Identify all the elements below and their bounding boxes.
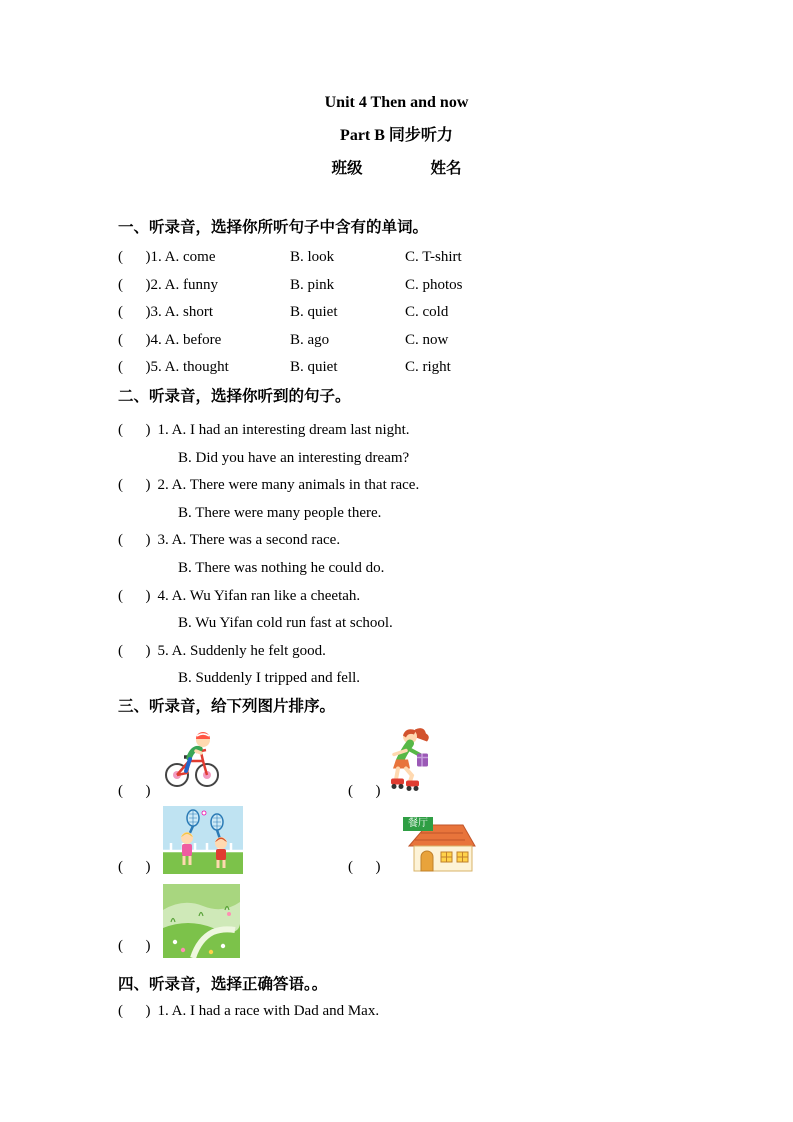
option-b: B. There was nothing he could do. (178, 559, 385, 576)
option-c: C. cold (405, 304, 449, 320)
section2-heading: 二、听录音，选择你听到的句子。 (118, 388, 351, 405)
answer-blank: ( ) (118, 422, 151, 438)
word-choice-row (118, 354, 598, 382)
option-a: 2. A. funny (150, 276, 218, 293)
option-a: 4. A. before (150, 331, 222, 348)
word-choice-row (118, 272, 598, 300)
section4-heading: 四、听录音，选择正确答语。。 (118, 976, 328, 993)
option-a: 5. A. thought (150, 359, 229, 375)
roller-skating-girl-image (383, 724, 439, 791)
option-a: 3. A. short (150, 304, 214, 320)
option-b: B. quiet (290, 304, 338, 320)
cycling-kid-image (163, 727, 221, 789)
sentence-choice-item (118, 638, 718, 693)
answer-blank: ( ) (348, 859, 381, 875)
answer-blank: ( ) (118, 249, 151, 265)
answer-blank: ( ) (118, 642, 151, 659)
option-b: B. Suddenly I tripped and fell. (178, 670, 361, 687)
answer-blank: ( ) (118, 587, 151, 604)
option-a: 2. A. There were many animals in that race. (157, 477, 420, 494)
answer-blank: ( ) (118, 359, 151, 375)
sentence-choice-item (118, 583, 718, 638)
answer-blank: ( ) (118, 532, 151, 549)
sentence-choice-item (118, 472, 718, 527)
section1-heading: 一、听录音，选择你所听句子中含有的单词。 (118, 219, 429, 236)
answer-blank: ( ) (118, 783, 151, 799)
sentence-choice-item (118, 417, 718, 472)
answer-blank: ( ) (118, 331, 151, 348)
green-field-image (163, 884, 240, 958)
option-a: 5. A. Suddenly he felt good. (157, 642, 326, 659)
answer-blank: ( ) (118, 276, 151, 293)
section1-word-choices (118, 244, 598, 382)
option-a: 1. A. come (150, 249, 216, 265)
restaurant-house-image (399, 816, 478, 873)
option-b: B. look (290, 249, 335, 265)
option-b: B. pink (290, 276, 335, 293)
name-label: 姓名 (430, 160, 462, 177)
option-b: B. ago (290, 331, 330, 348)
answer-blank: ( ) (118, 859, 151, 875)
section3-heading: 三、听录音，给下列图片排序。 (118, 698, 336, 715)
class-name-row (0, 156, 793, 178)
option-c: C. T-shirt (405, 249, 462, 265)
word-choice-row (118, 299, 598, 327)
worksheet-subtitle: Part B 同步听力 (340, 127, 453, 144)
answer-blank: ( ) (348, 783, 381, 799)
answer-blank: ( ) (118, 938, 151, 954)
badminton-kids-image (163, 806, 243, 874)
class-label: 班级 (331, 160, 363, 177)
option-a: 1. A. I had a race with Dad and Max. (157, 1003, 380, 1019)
restaurant-sign: 餐厅 (403, 817, 433, 831)
option-c: C. right (405, 359, 451, 375)
answer-blank: ( ) (118, 304, 151, 320)
option-b: B. There were many people there. (178, 504, 382, 521)
answer-blank: ( ) (118, 477, 151, 494)
option-a: 3. A. There was a second race. (157, 532, 341, 549)
option-b: B. Wu Yifan cold run fast at school. (178, 615, 393, 632)
option-a: 4. A. Wu Yifan ran like a cheetah. (157, 587, 361, 604)
worksheet-title: Unit 4 Then and now (324, 94, 469, 111)
sentence-choice-item (118, 527, 718, 582)
answer-blank: ( ) (118, 1003, 151, 1019)
section2-sentence-choices (118, 417, 718, 693)
option-b: B. Did you have an interesting dream? (178, 449, 410, 466)
word-choice-row (118, 244, 598, 272)
option-c: C. photos (405, 276, 463, 293)
word-choice-row (118, 327, 598, 355)
section4-item (118, 1003, 379, 1020)
option-b: B. quiet (290, 359, 338, 375)
option-a: 1. A. I had an interesting dream last night. (157, 422, 410, 438)
option-c: C. now (405, 331, 449, 348)
